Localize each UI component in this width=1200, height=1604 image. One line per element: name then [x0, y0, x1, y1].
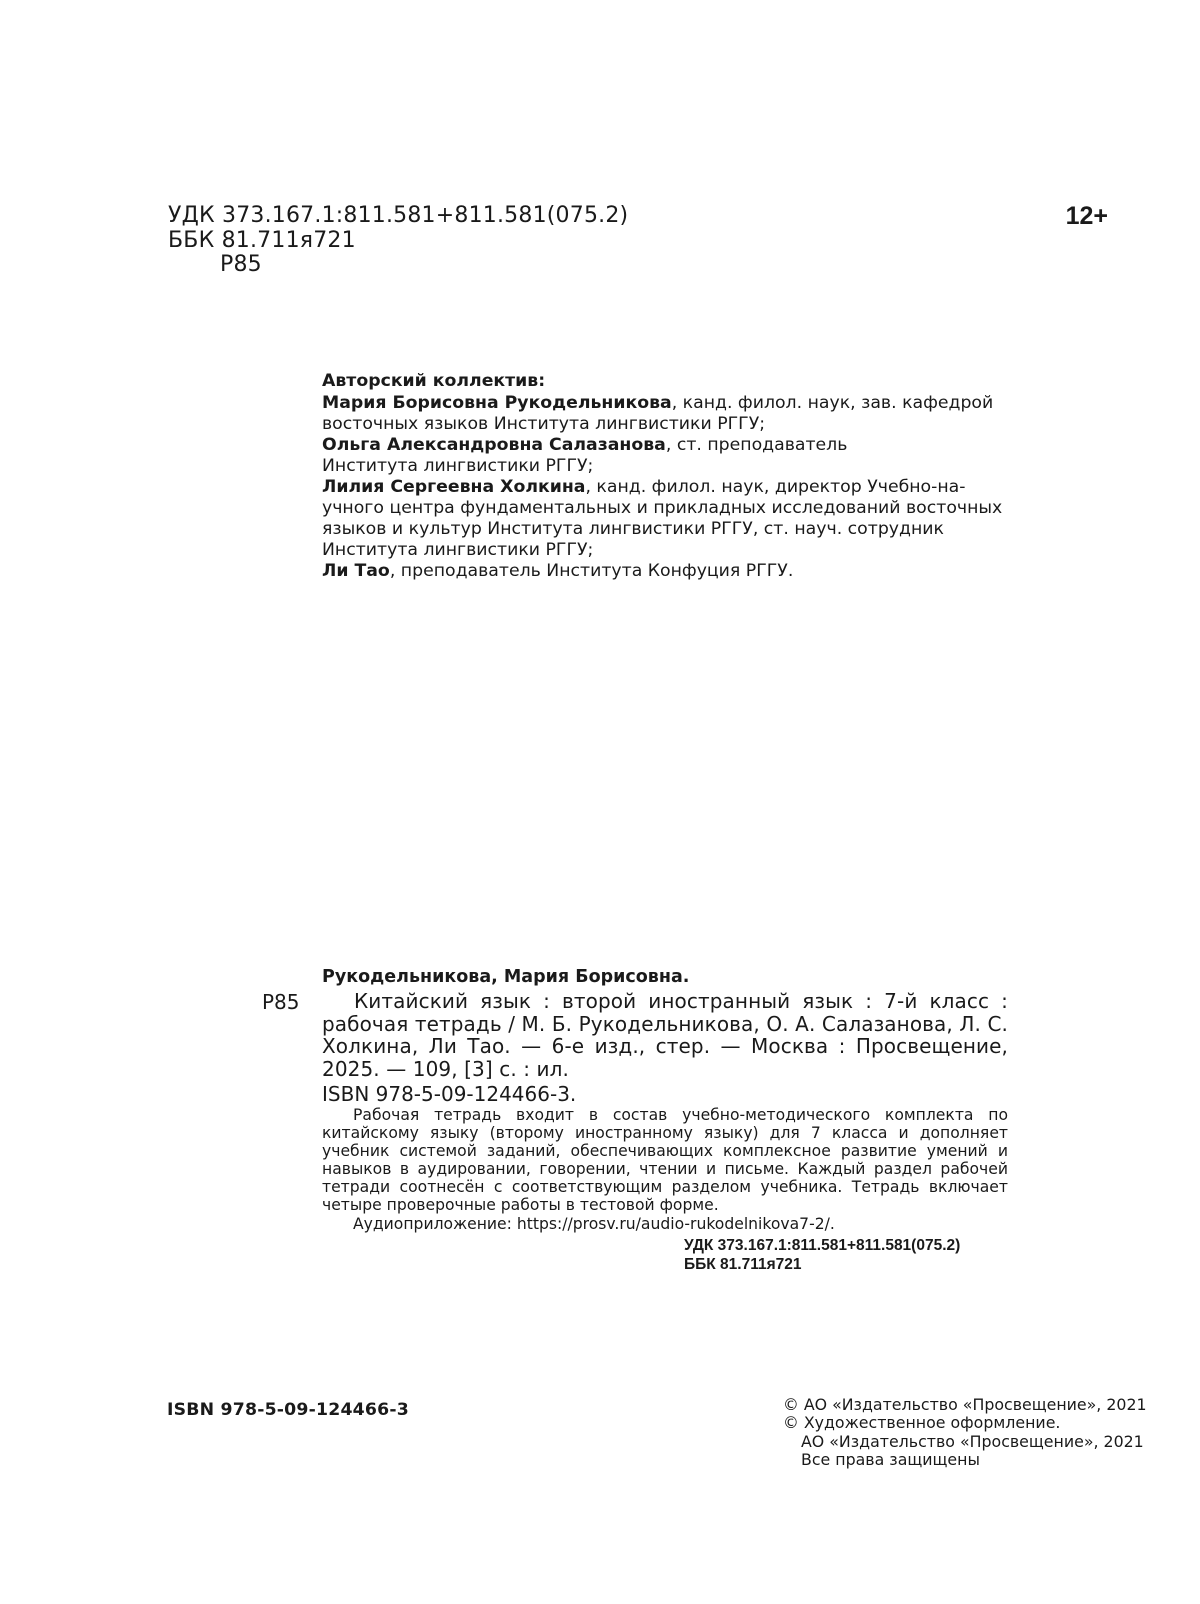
- author-4-name: Ли Тао: [322, 561, 390, 581]
- card-isbn: ISBN 978-5-09-124466-3.: [322, 1082, 577, 1106]
- card-udk: УДК 373.167.1:811.581+811.581(075.2): [684, 1237, 961, 1255]
- age-rating: 12+: [1065, 202, 1108, 230]
- author-2-name: Ольга Александровна Салазанова: [322, 435, 666, 455]
- card-audio-link: Аудиоприложение: https://prosv.ru/audio-rukodelnikova7-2/.: [353, 1215, 835, 1234]
- author-3-line-3: языков и культур Института лингвистики РГГУ, ст. науч. сотрудник: [322, 519, 944, 539]
- copyright-line-2: © Художественное оформление.: [783, 1413, 1061, 1433]
- footer-isbn: ISBN 978-5-09-124466-3: [167, 1400, 409, 1420]
- author-1-line-1: , канд. филол. наук, зав. кафедрой: [671, 393, 994, 413]
- copyright-block: [783, 1396, 1147, 1470]
- card-description: Китайский язык : второй иностранный язык : 7-й класс : рабочая тетрадь / М. Б. Рукодельникова, О. А. Салазанова, Л. С. Холкина, Ли Тао. — 6-е изд., стер. — Москва : Просвещение, 2025. — 109, [3] с. : ил.: [322, 989, 1008, 1081]
- author-3-line-1: , канд. филол. наук, директор Учебно-на-: [585, 477, 966, 497]
- author-1: [322, 393, 1012, 414]
- author-3-line-2: учного центра фундаментальных и прикладных исследований восточных: [322, 498, 1003, 518]
- classification-header: [168, 204, 628, 278]
- card-author: Рукодельникова, Мария Борисовна.: [322, 967, 690, 987]
- udk-code: УДК 373.167.1:811.581+811.581(075.2): [168, 203, 629, 228]
- authors-block: [322, 371, 1012, 582]
- copyright-line-1: © АО «Издательство «Просвещение», 2021: [783, 1395, 1147, 1414]
- author-2-line-1: , ст. преподаватель: [665, 435, 848, 455]
- card-codes: [322, 1236, 1008, 1274]
- author-1-line-2: восточных языков Института лингвистики РГГУ;: [322, 414, 766, 434]
- author-4: [322, 561, 1012, 582]
- author-2: [322, 435, 1012, 456]
- author-2-line-2: Института лингвистики РГГУ;: [322, 456, 594, 476]
- catalog-card: [322, 966, 1008, 1274]
- author-3: [322, 477, 1012, 498]
- author-3-name: Лилия Сергеевна Холкина: [322, 477, 586, 497]
- bbk-code: ББК 81.711я721: [168, 227, 356, 253]
- card-author-sign: Р85: [262, 990, 300, 1014]
- author-4-line-1: , преподаватель Института Конфуция РГГУ.: [389, 561, 794, 581]
- card-bbk: ББК 81.711я721: [684, 1256, 802, 1274]
- copyright-line-3: АО «Издательство «Просвещение», 2021: [801, 1431, 1144, 1451]
- author-1-name: Мария Борисовна Рукодельникова: [322, 393, 672, 413]
- card-annotation: Рабочая тетрадь входит в состав учебно-методического комплекта по китайскому языку (второму иностранному языку) для 7 класса и дополняет учебник системой заданий, обеспечивающих комплексное развитие умений и навыков в аудировании, говорении, чтении и письме. Каждый раздел рабочей тетради соотнесён с соответствующим разделом учебника. Тетрадь включает четыре проверочные работы в тестовой форме.: [322, 1106, 1008, 1214]
- rights-reserved: Все права защищены: [801, 1450, 980, 1470]
- author-sign: Р85: [220, 252, 262, 277]
- author-3-line-4: Института лингвистики РГГУ;: [322, 540, 594, 560]
- authors-title: Авторский коллектив:: [322, 371, 546, 391]
